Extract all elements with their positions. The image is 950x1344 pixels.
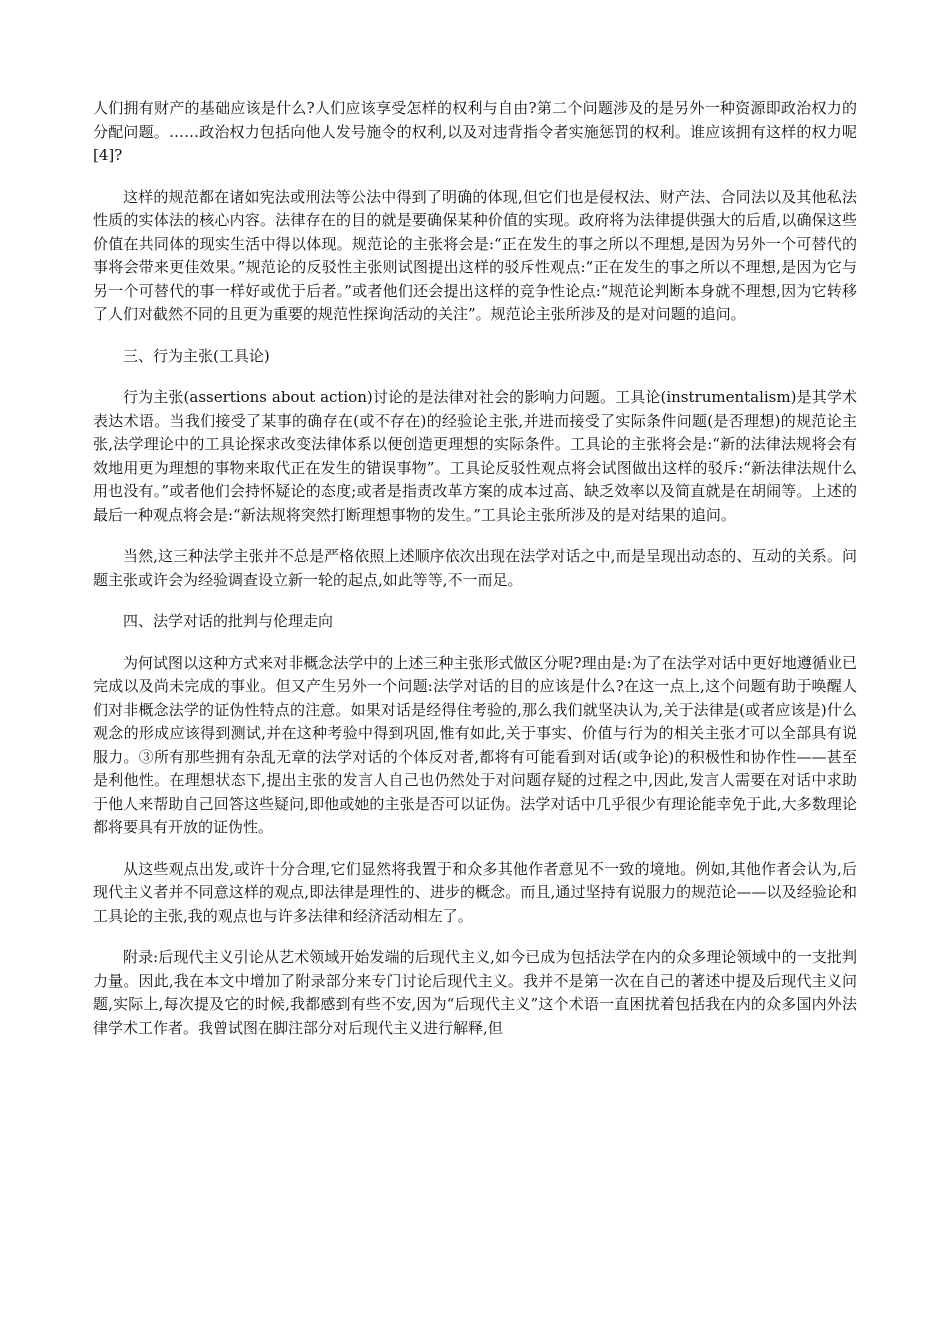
section-heading: 四、法学对话的批判与伦理走向 <box>123 612 334 630</box>
section-heading: 三、行为主张(工具论) <box>123 346 270 365</box>
paragraph: 人们拥有财产的基础应该是什么?人们应该享受怎样的权利与自由?第二个问题涉及的是另外一种资源即政治权力的分配问题。……政治权力包括向他人发号施令的权利,以及对违背指令者实施惩罚的权利。谁应该拥有这样的权力呢[4]? <box>93 99 857 164</box>
paragraph: 为何试图以这种方式来对非概念法学中的上述三种主张形式做区分呢?理由是:为了在法学对话中更好地遵循业已完成以及尚未完成的事业。但又产生另外一个问题:法学对话的目的应该是什么?在这一点上,这个问题有助于唤醒人们对非概念法学的证伪性特点的注意。如果对话是经得住考验的,那么我们就坚决认为,关于法律是(或者应该是)什么观念的形成应该得到测试,并在这种考验中得到巩固,惟有如此,关于事实、价值与行为的相关主张才可以全部具有说服力。③所有那些拥有杂乱无章的法学对话的个体反对者,都将有可能看到对话(或争论)的积极性和协作性——甚至是利他性。在理想状态下,提出主张的发言人自己也仍然处于对问题存疑的过程之中,因此,发言人需要在对话中求助于他人来帮助自己回答这些疑问,即他或她的主张是否可以证伪。法学对话中几乎很少有理论能幸免于此,大多数理论都将要具有开放的证伪性。 <box>93 653 857 836</box>
paragraph: 附录:后现代主义引论从艺术领域开始发端的后现代主义,如今已成为包括法学在内的众多理论领域中的一支批判力量。因此,我在本文中增加了附录部分来专门讨论后现代主义。我并不是第一次在自己的著述中提及后现代主义问题,实际上,每次提及它的时候,我都感到有些不安,因为“后现代主义”这个术语一直困扰着包括我在内的众多国内外法律学术工作者。我曾试图在脚注部分对后现代主义进行解释,但 <box>93 948 857 1037</box>
paragraph: 从这些观点出发,或许十分合理,它们显然将我置于和众多其他作者意见不一致的境地。例如,其他作者会认为,后现代主义者并不同意这样的观点,即法律是理性的、进步的概念。而且,通过坚持有说服力的规范论——以及经验论和工具论的主张,我的观点也与许多法律和经济活动相左了。 <box>93 859 857 925</box>
document-page <box>93 97 857 1058</box>
paragraph: 这样的规范都在诸如宪法或刑法等公法中得到了明确的体现,但它们也是侵权法、财产法、合同法以及其他私法性质的实体法的核心内容。法律存在的目的就是要确保某种价值的实现。政府将为法律提供强大的后盾,以确保这些价值在共同体的现实生活中得以体现。规范论的主张将会是:“正在发生的事之所以不理想,是因为另外一个可替代的事将会带来更佳效果。”规范论的反驳性主张则试图提出这样的驳斥性观点:“正在发生的事之所以不理想,是因为它与另一个可替代的事一样好或优于后者。”或者他们还会提出这样的竞争性论点:“规范论判断本身就不理想,因为它转移了人们对截然不同的且更为重要的规范性探询活动的关注”。规范论主张所涉及的是对问题的追问。 <box>93 187 857 323</box>
paragraph: 行为主张(assertions about action)讨论的是法律对社会的影响力问题。工具论(instrumentalism)是其学术表达术语。当我们接受了某事的确存在(或不存在)的经验论主张,并进而接受了实际条件问题(是否理想)的规范论主张,法学理论中的工具论探求改变法律体系以便创造更理想的实际条件。工具论的主张将会是:“新的法律法规将会有效地用更为理想的事物来取代正在发生的错误事物”。工具论反驳性观点将会试图做出这样的驳斥:“新法律法规什么用也没有。”或者他们会持怀疑论的态度;或者是指责改革方案的成本过高、缺乏效率以及简直就是在胡闹等。上述的最后一种观点将会是:“新法规将突然打断理想事物的发生。”工具论主张所涉及的是对结果的追问。 <box>93 388 857 524</box>
paragraph: 当然,这三种法学主张并不总是严格依照上述顺序依次出现在法学对话之中,而是呈现出动态的、互动的关系。问题主张或许会为经验调查设立新一轮的起点,如此等等,不一而足。 <box>93 547 857 589</box>
